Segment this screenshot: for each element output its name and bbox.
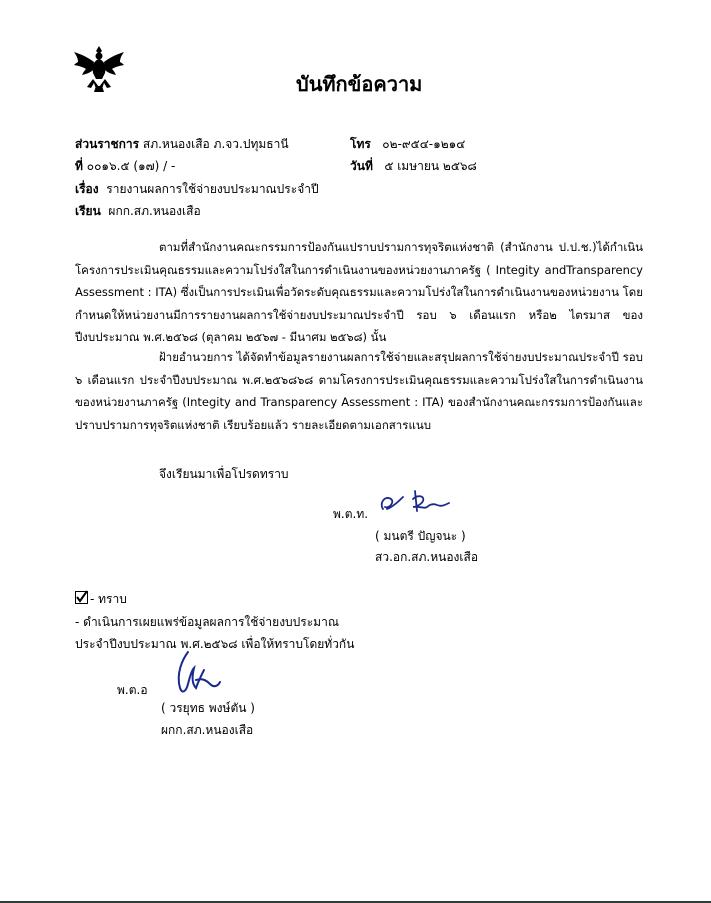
agency-value: สภ.หนองเสือ ภ.จว.ปทุมธานี [142, 137, 289, 151]
date-value: ๕ เมษายน ๒๕๖๘ [384, 159, 477, 173]
closing-line: จึงเรียนมาเพื่อโปรดทราบ [159, 467, 289, 481]
agency-label: ส่วนราชการ [75, 137, 140, 151]
signature1-name: ( มนตรี ปัญจนะ ) [375, 529, 466, 543]
approval-note-line-2: ประจำปีงบประมาณ พ.ศ.๒๕๖๘ เพื่อให้ทราบโดยทั่วกัน [75, 637, 355, 651]
phone-value: ๐๒-๙๕๔-๑๒๑๔ [382, 137, 466, 151]
signature2-handwriting [170, 650, 230, 704]
acknowledge-checkbox[interactable] [75, 591, 88, 604]
to-row [75, 202, 201, 221]
subject-label: เรื่อง [75, 182, 99, 196]
ref-label: ที่ [75, 159, 83, 173]
date-label: วันที่ [350, 159, 373, 173]
phone-label: โทร [350, 137, 371, 151]
date-row [350, 157, 477, 176]
signature2-position: ผกก.สภ.หนองเสือ [161, 723, 254, 737]
signature1-handwriting [375, 487, 465, 523]
signature2-name: ( วรยุทธ พงษ์ตัน ) [161, 701, 255, 715]
garuda-emblem-icon [72, 42, 126, 96]
acknowledge-label: - ทราบ [90, 592, 127, 606]
subject-value: รายงานผลการใช้จ่ายงบประมาณประจำปี [106, 182, 319, 196]
to-value: ผกก.สภ.หนองเสือ [108, 204, 201, 218]
signature1-position: สว.อก.สภ.หนองเสือ [375, 550, 479, 564]
subject-row [75, 180, 319, 199]
body-paragraph-1: ตามที่สำนักงานคณะกรรมการป้องกันแปราบปรามการทุจริตแห่งชาติ (สำนักงาน ป.ป.ช.)ได้กำเนินโครงการประเมินคุณธรรมและความโปร่งใสในการดำเนินงานของหน่วยงานภาครัฐ ( Integity andTransparency Assessment : ITA) ซึ่งเป็นการประเมินเพื่อวัดระดับคุณธรรมและความโปร่งใสในการดำเนินงานของหน่วยงาน โดยกำหนดให้หน่วยงานมีการรายงานผลการใช้จ่ายงบประมาณประจำปี รอบ ๖ เดือนแรก หรือ๒ ไตรมาส ของปีงบประมาณ พ.ศ.๒๕๖๘ (ตุลาคม ๒๕๖๗ - มีนาศม ๒๕๖๘) นั้น [75, 240, 643, 344]
approval-note-line-1: - ดำเนินการเผยแพร่ข้อมูลผลการใช้จ่ายงบประมาณ [75, 615, 339, 629]
signature2-rank: พ.ต.อ [117, 683, 148, 697]
ref-value: ๐๐๑๖.๕ (๑๗) / - [86, 159, 176, 173]
signature1-rank: พ.ต.ท. [333, 507, 369, 521]
to-label: เรียน [75, 204, 101, 218]
document-title: บันทึกข้อความ [296, 72, 423, 96]
phone-row [350, 135, 465, 154]
ref-row [75, 157, 175, 176]
agency-row [75, 135, 289, 154]
body-paragraph-2: ฝ้ายอำนวยการ ได้จัดทำข้อมูลรายงานผลการใช้จ่ายและสรุปผลการใช้จ่ายงบประมาณประจำปี รอบ ๖ เดือนแรก ประจำปีงบประมาณ พ.ศ.๒๕๖๘๖๘ ตามโครงการประเมินคุณธรรมและความโปร่งใสในการดำเนินงานของหน่วยงานภาครัฐ (Integity and Transparency Assessment : ITA) ของสำนักงานคณะกรรมการป้องกันและปราบปรามการทุจริตแห่งชาติ เรียบร้อยแล้ว รายละเอียดตามเอกสารแนบ [75, 350, 643, 432]
